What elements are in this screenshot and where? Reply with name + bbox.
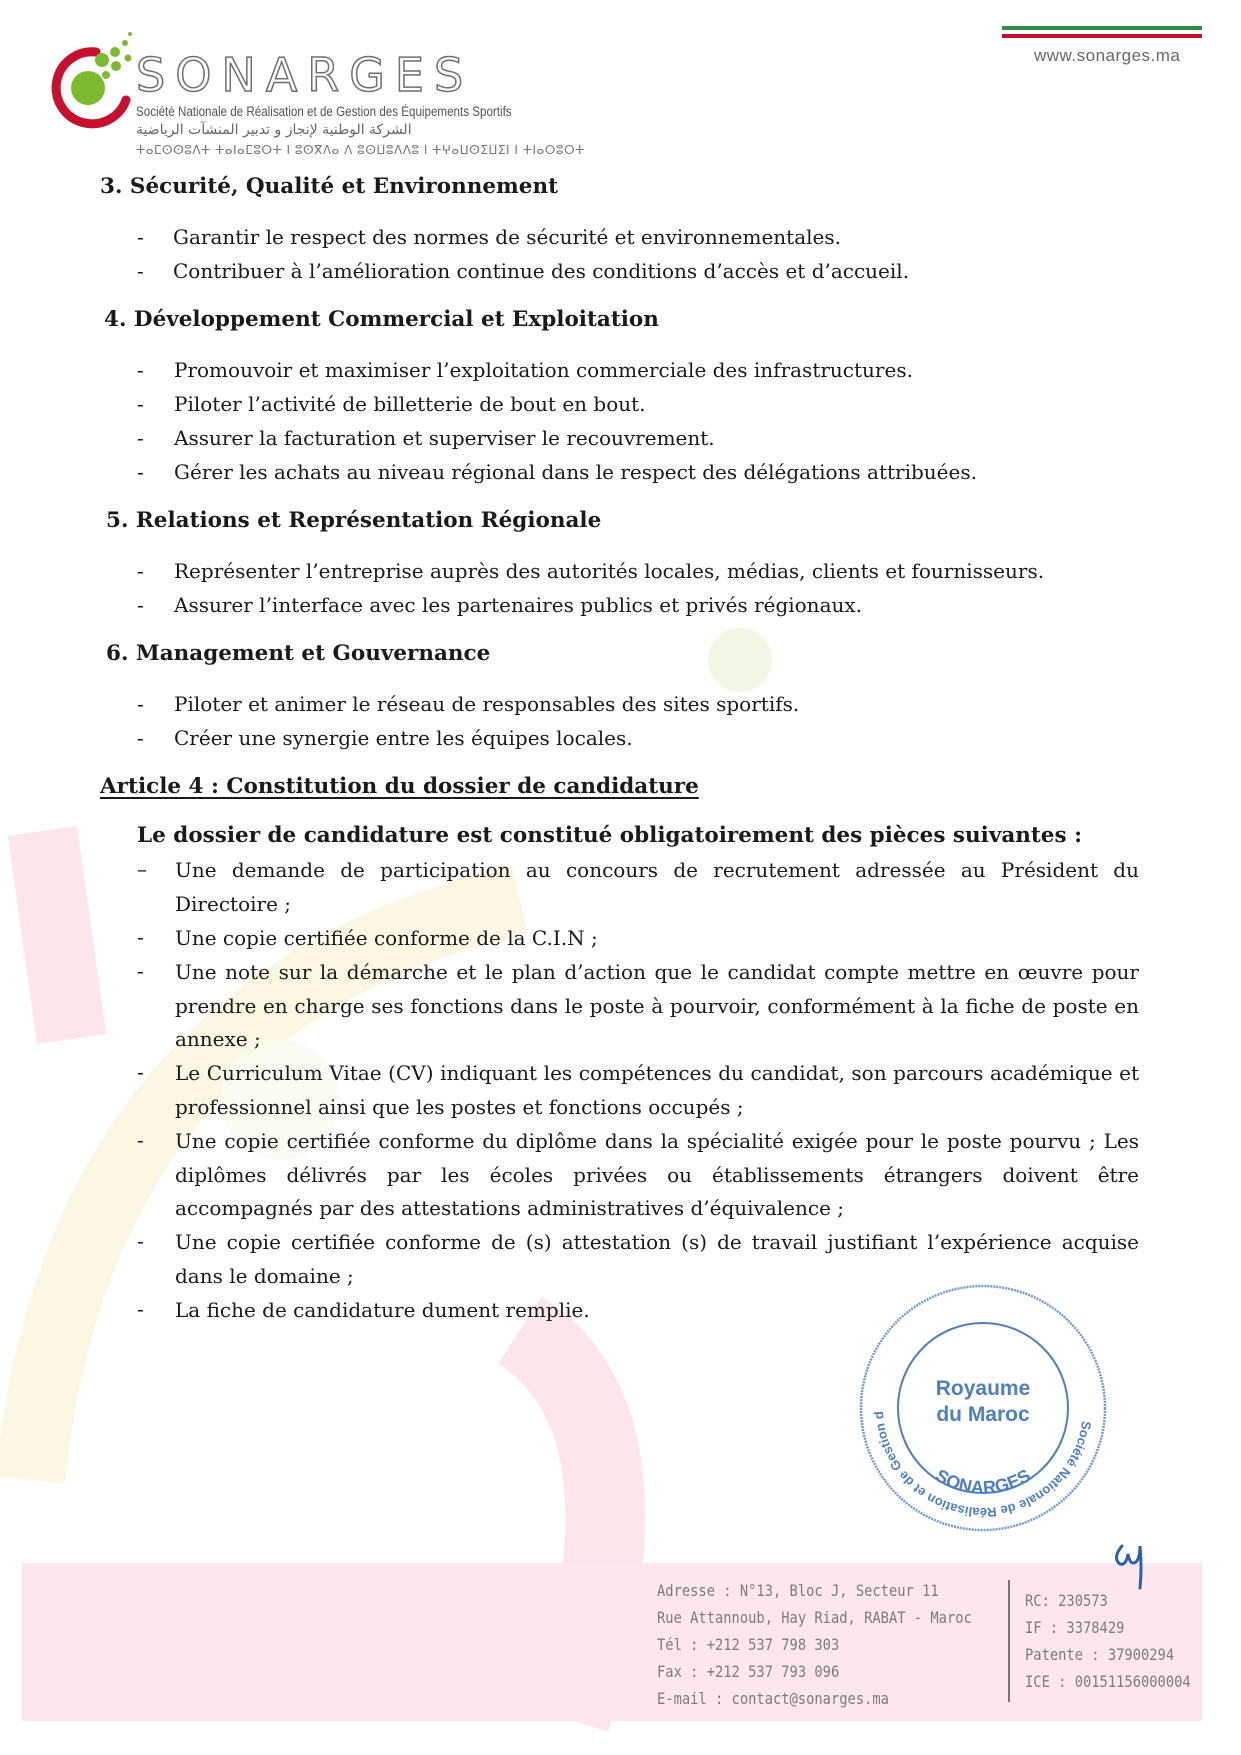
registry-line: ICE : 00151156000004 [1025,1672,1191,1691]
svg-text:SONARGES [932,1465,1034,1497]
stamp-ring-text: Société Nationale de Réalisation et de Gestion d [870,1410,1095,1521]
list-item: Piloter et animer le réseau de responsables des sites sportifs. [174,692,800,716]
list-item: Une copie certifiée conforme de la C.I.N ; [175,926,598,950]
logo-emblem-icon [44,30,139,130]
list-item: Le Curriculum Vitae (CV) indiquant les compétences du candidat, son parcours académique et professionnel ainsi que les postes et fonctions occupés ; [175,1061,1139,1119]
list-item: Une demande de participation au concours de recrutement adressée au Président du Directoire ; [175,858,1139,916]
list-item: Promouvoir et maximiser l’exploitation commerciale des infrastructures. [174,358,913,382]
footer-address [657,1577,972,1712]
section-6-title: 6. Management et Gouvernance [106,641,491,666]
footer-registry [1025,1587,1191,1695]
logo-subtitle-ar: الشركة الوطنية لإنجاز و تدبير المنشآت الرياضية [136,122,412,138]
address-line: Adresse : N°13, Bloc J, Secteur 11 [657,1581,939,1600]
article-4-title: Article 4 : Constitution du dossier de candidature [100,774,699,799]
email-line[interactable]: E-mail : contact@sonarges.ma [657,1689,889,1708]
signature-icon [1108,1524,1158,1594]
fax-line: Fax : +212 537 793 096 [657,1662,840,1681]
list-item: Contribuer à l’amélioration continue des conditions d’accès et d’accueil. [173,259,910,283]
registry-line: IF : 3378429 [1025,1618,1125,1637]
list-item: Une copie certifiée conforme du diplôme dans la spécialité exigée pour le poste pourvu ; Les diplômes délivrés par les écoles privées ou établissements étrangers doivent être accompagnés par des attestations administratives d’équivalence ; [175,1129,1139,1221]
flag-bar [1002,26,1202,40]
article-4-intro: Le dossier de candidature est constitué obligatoirement des pièces suivantes : [137,823,1083,848]
official-stamp [858,1283,1108,1533]
registry-line: Patente : 37900294 [1025,1645,1175,1664]
address-line: Rue Attannoub, Hay Riad, RABAT - Maroc [657,1608,972,1627]
list-item: Représenter l’entreprise auprès des autorités locales, médias, clients et fournisseurs. [174,559,1045,583]
phone-line: Tél : +212 537 798 303 [657,1635,840,1654]
list-item: Créer une synergie entre les équipes locales. [174,726,633,750]
list-item: Garantir le respect des normes de sécurité et environnementales. [173,225,841,249]
list-item: Piloter l’activité de billetterie de bout en bout. [174,392,646,416]
list-item: Gérer les achats au niveau régional dans le respect des délégations attribuées. [174,460,977,484]
section-4-title: 4. Développement Commercial et Exploitation [104,307,659,332]
footer-divider [1008,1580,1010,1702]
logo-wordmark: SONARGES [136,48,474,102]
list-item: Une copie certifiée conforme de (s) attestation (s) de travail justifiant l’expérience acquise dans le domaine ; [175,1230,1139,1288]
list-item: Assurer la facturation et superviser le recouvrement. [174,426,715,450]
list-item: Assurer l’interface avec les partenaires publics et privés régionaux. [174,593,863,617]
stamp-center-line1: Royaume [935,1377,1031,1400]
list-item: Une note sur la démarche et le plan d’action que le candidat compte mettre en œuvre pour prendre en charge ses fonctions dans le poste à pourvoir, conformément à la fiche de poste en annexe ; [175,960,1139,1052]
stamp-bottom-text: SONARGES [932,1465,1034,1498]
company-logo [44,26,585,161]
logo-subtitle-tz: ⵜⴰⵎⵙⵙⵓⴷⵜ ⵜⴰⵏⴰⵎⵓⵔⵜ ⵏ ⵓⵙⴳⴷⴰ ⴷ ⵓⵙⵡⵓⴷⴷⵓ ⵏ ⵜⵖⴰⵡⵙⵉⵡⵉⵏ ⵏ ⵜⵏⴰⵔⵓⵔⵜ [136,143,585,157]
registry-line: RC: 230573 [1025,1591,1108,1610]
logo-subtitle-fr: Société Nationale de Réalisation et de Gestion des Équipements Sportifs [136,104,512,119]
list-item: La fiche de candidature dument remplie. [175,1298,590,1322]
section-3-title: 3. Sécurité, Qualité et Environnement [100,174,559,199]
section-5-title: 5. Relations et Représentation Régionale [106,508,602,533]
website-link[interactable]: www.sonarges.ma [1034,46,1181,65]
stamp-center-line2: du Maroc [936,1403,1030,1426]
